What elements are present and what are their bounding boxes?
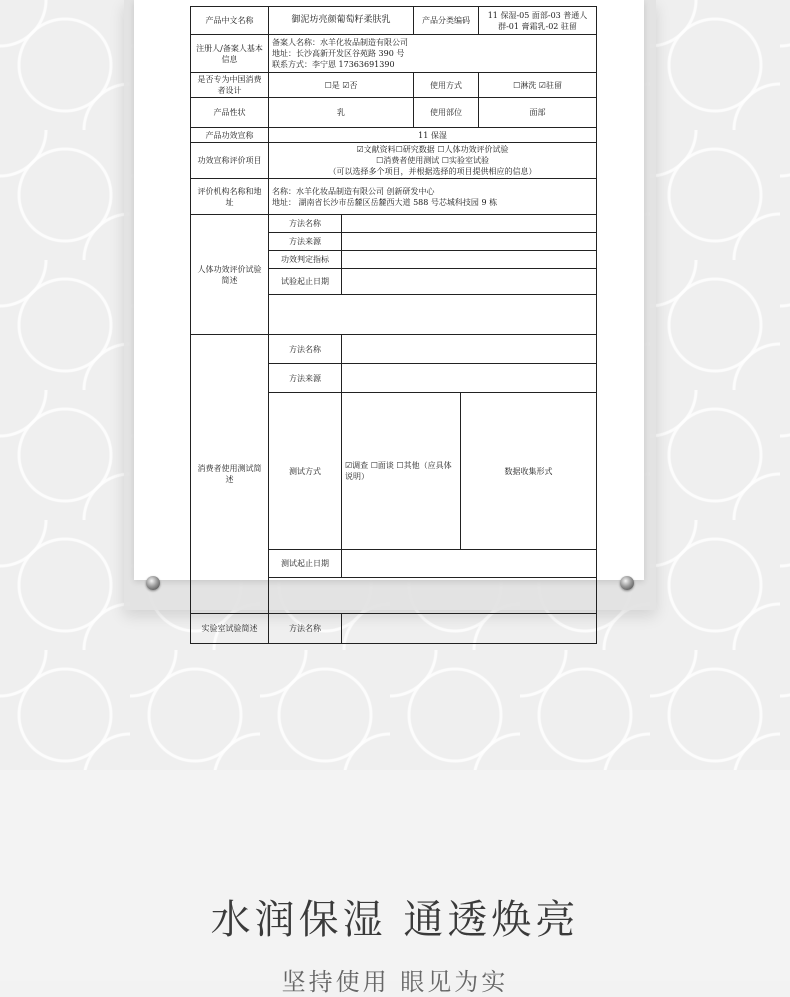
consumer-dates-label: 测试起止日期: [269, 550, 342, 578]
human-indicator-label: 功效判定指标: [269, 251, 342, 269]
table-row: [191, 73, 597, 98]
human-notes-value: [269, 295, 597, 335]
efficacy-claim-value: 11 保湿: [269, 128, 597, 143]
data-collection-label: 数据收集形式: [461, 393, 597, 550]
usage-area-value: 面部: [479, 98, 597, 128]
consumer-method-name-label: 方法名称: [269, 335, 342, 364]
usage-area-label: 使用部位: [414, 98, 479, 128]
table-row: [191, 335, 597, 364]
product-form-label: 产品性状: [191, 98, 269, 128]
consumer-notes-value: [269, 578, 597, 614]
evaluation-items-note: （可以选择多个项目，并根据选择的项目提供相应的信息）: [328, 167, 537, 176]
consumer-method-source-label: 方法来源: [269, 364, 342, 393]
registrant-address: 地址：长沙高新开发区谷苑路 390 号: [272, 49, 405, 58]
lab-method-name-label: 方法名称: [269, 614, 342, 644]
right-screw-icon: [620, 576, 634, 590]
product-name-label: 产品中文名称: [191, 7, 269, 35]
consumer-test-mode-label: 测试方式: [269, 393, 342, 550]
table-row: [191, 7, 597, 35]
category-code-label: 产品分类编码: [414, 7, 479, 35]
table-row: [191, 98, 597, 128]
usage-mode-value: ☐淋洗 ☑驻留: [479, 73, 597, 98]
human-method-name-value: [342, 215, 597, 233]
institution-name: 名称：水羊化妆品制造有限公司 创新研发中心: [272, 186, 435, 196]
evaluation-items-label: 功效宣称评价项目: [191, 143, 269, 179]
headline: 水润保湿 通透焕亮: [210, 897, 580, 943]
human-test-label: 人体功效评价试验简述: [191, 215, 269, 335]
table-row: [191, 179, 597, 215]
table-row: [191, 143, 597, 179]
consumer-method-name-value: [342, 335, 597, 364]
category-code-value: 11 保湿-05 面部-03 普通人群-01 膏霜乳-02 驻留: [479, 7, 597, 35]
subheadline: 坚持使用 眼见为实: [281, 968, 509, 996]
china-design-value: ☐是 ☑否: [269, 73, 414, 98]
consumer-dates-value: [342, 550, 597, 578]
consumer-method-source-value: [342, 364, 597, 393]
product-form-value: 乳: [269, 98, 414, 128]
efficacy-claim-label: 产品功效宣称: [191, 128, 269, 143]
registrant-label: 注册人/备案人基本信息: [191, 35, 269, 73]
bottom-background: [0, 770, 790, 981]
registrant-name: 备案人名称：水羊化妆品制造有限公司: [272, 38, 408, 47]
evaluation-items-line2: ☐消费者使用测试 ☐实验室试验: [376, 156, 489, 165]
human-method-source-value: [342, 233, 597, 251]
institution-label: 评价机构名称和地址: [191, 179, 269, 215]
table-row: [191, 215, 597, 233]
table-row: [191, 35, 597, 73]
lab-method-name-value: [342, 614, 597, 644]
evaluation-items-line1: ☑文献资料☐研究数据 ☐人体功效评价试验: [356, 145, 509, 154]
human-method-name-label: 方法名称: [269, 215, 342, 233]
product-name-value: 御泥坊亮颜葡萄籽柔肤乳: [269, 7, 414, 35]
institution-value: [269, 179, 597, 215]
registrant-info: [269, 35, 597, 73]
left-screw-icon: [146, 576, 160, 590]
human-method-source-label: 方法来源: [269, 233, 342, 251]
table-row: [191, 614, 597, 644]
human-dates-value: [342, 269, 597, 295]
human-dates-label: 试验起止日期: [269, 269, 342, 295]
efficacy-claim-form: [190, 6, 597, 644]
consumer-test-label: 消费者使用测试简述: [191, 335, 269, 614]
china-design-label: 是否专为中国消费者设计: [191, 73, 269, 98]
table-row: [191, 128, 597, 143]
human-indicator-value: [342, 251, 597, 269]
evaluation-items-value: [269, 143, 597, 179]
institution-address: 地址： 湖南省长沙市岳麓区岳麓西大道 588 号芯城科技园 9 栋: [272, 197, 498, 207]
registrant-contact: 联系方式：李宁恩 17363691390: [272, 60, 395, 69]
consumer-test-mode-value: ☑调查 ☐面谈 ☐其他（应具体说明）: [342, 393, 461, 550]
usage-mode-label: 使用方式: [414, 73, 479, 98]
lab-test-label: 实验室试验简述: [191, 614, 269, 644]
